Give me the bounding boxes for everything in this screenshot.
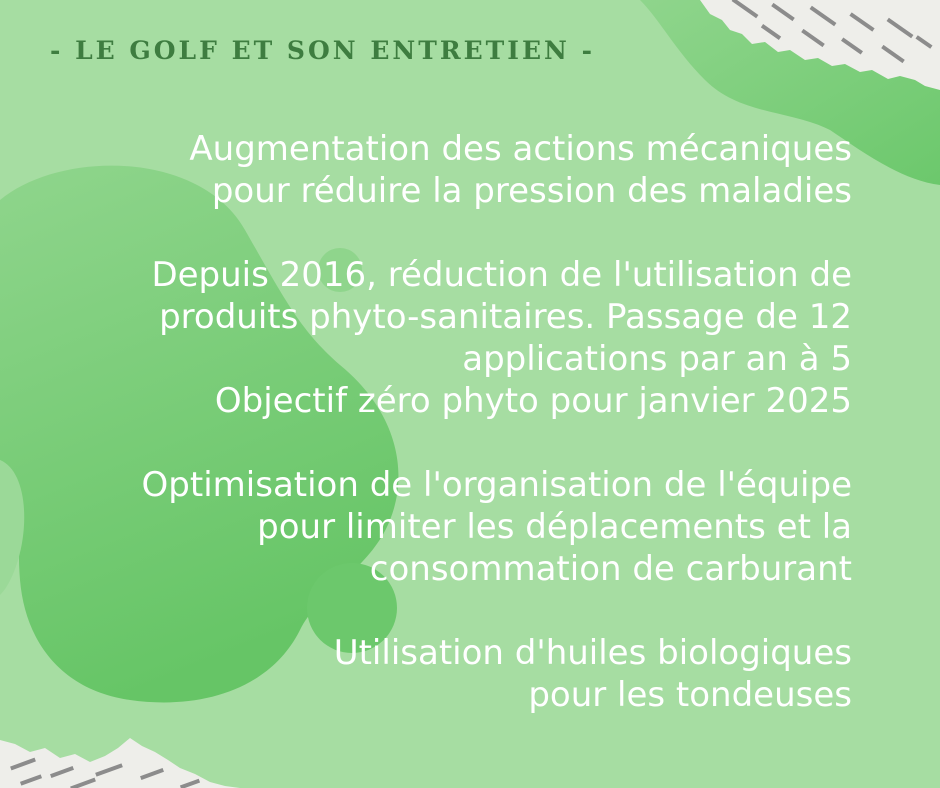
text-line: Objectif zéro phyto pour janvier 2025 xyxy=(214,381,852,421)
content-block xyxy=(72,128,852,758)
text-line: Depuis 2016, réduction de l'utilisation de xyxy=(151,255,852,295)
text-line: pour réduire la pression des maladies xyxy=(211,171,852,211)
text-line: produits phyto-sanitaires. Passage de 12 xyxy=(159,297,852,337)
text-line: Utilisation d'huiles biologiques xyxy=(333,633,852,673)
text-line: pour limiter les déplacements et la xyxy=(257,507,852,547)
text-line: Optimisation de l'organisation de l'équipe xyxy=(141,465,852,505)
page-title: - LE GOLF ET SON ENTRETIEN - xyxy=(50,36,595,65)
text-line: pour les tondeuses xyxy=(528,675,852,715)
paragraph-bio-oils xyxy=(72,632,852,716)
paragraph-mechanical-actions xyxy=(72,128,852,212)
paragraph-team-organisation xyxy=(72,464,852,590)
text-line: applications par an à 5 xyxy=(462,339,852,379)
paragraph-phyto-reduction xyxy=(72,254,852,422)
text-line: consommation de carburant xyxy=(369,549,852,589)
text-line: Augmentation des actions mécaniques xyxy=(189,129,852,169)
